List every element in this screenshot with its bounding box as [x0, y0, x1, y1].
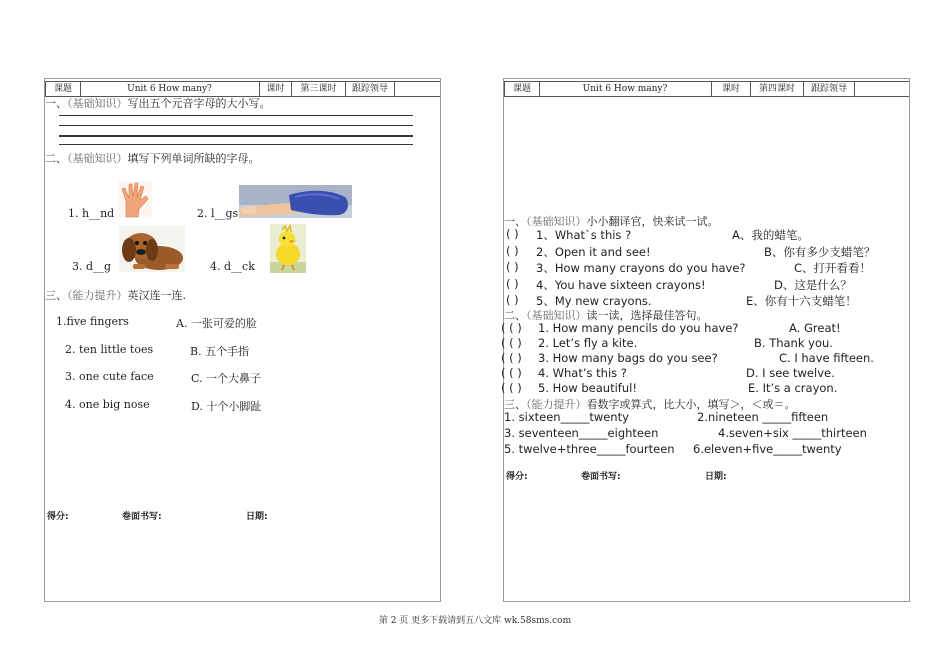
answer-paren[interactable]: ( ( ) [501, 381, 522, 395]
date-label: 日期: [246, 512, 268, 522]
score-label: 得分: [47, 512, 69, 522]
writing-label: 卷面书写: [122, 512, 162, 522]
answer-left: 4. What’s this ? [538, 366, 627, 380]
translation-row [504, 293, 909, 307]
translation-left: 2、Open it and see! [536, 244, 651, 259]
answer-row [501, 336, 909, 350]
translation-paren[interactable]: ( ) [506, 243, 519, 258]
match-en-3: 3. one cute face [65, 370, 154, 383]
answer-paren[interactable]: ( ( ) [501, 336, 522, 350]
translation-left: 3、How many crayons do you have? [536, 261, 746, 275]
translation-paren[interactable]: ( ) [506, 293, 519, 307]
match-zh-b: B. 五个手指 [190, 345, 250, 358]
period-value: 第三课时 [292, 82, 346, 96]
score-label: 得分: [506, 472, 528, 482]
word-dog: 3. d__g [72, 260, 112, 273]
answer-right: B. Thank you. [754, 336, 833, 350]
answer-row [501, 366, 909, 380]
translation-right: B、你有多少支蜡笔？ [764, 244, 876, 259]
compare-row [504, 442, 909, 456]
lesson-title: Unit 6 How many? [539, 82, 712, 96]
answer-right: A. Great! [789, 321, 841, 335]
period-label: 课时 [712, 82, 751, 96]
answer-paren[interactable]: ( ( ) [501, 351, 522, 365]
lesson-header [504, 81, 909, 97]
translation-left: 1、What`s this ? [536, 228, 632, 242]
period-value: 第四课时 [751, 82, 804, 96]
writing-line [59, 144, 413, 145]
translation-right: C、打开看看！ [794, 261, 872, 275]
translation-row [504, 227, 909, 241]
translation-right: E、你有十六支蜡笔！ [746, 294, 857, 308]
answer-right: C. I have fifteen. [779, 351, 874, 365]
match-zh-a: A. 一张可爱的脸 [176, 317, 257, 330]
answer-left: 2. Let’s fly a kite. [538, 336, 638, 350]
translation-left: 4、You have sixteen crayons! [536, 277, 706, 292]
hand-image [118, 181, 152, 218]
lesson-title: Unit 6 How many? [80, 82, 260, 96]
translation-row [504, 244, 909, 258]
match-zh-d: D. 十个小脚趾 [191, 400, 262, 413]
translation-paren[interactable]: ( ) [506, 227, 519, 241]
dog-image [119, 226, 185, 272]
compare-right: 4.seven+six _____thirteen [718, 426, 867, 440]
title-label: 课题 [45, 82, 81, 96]
answer-left: 5. How beautiful! [538, 381, 637, 395]
title-label: 课题 [504, 82, 540, 96]
translation-right: A、我的蜡笔。 [732, 228, 809, 242]
page-footer: 第 2 页 更多下载请到五八文库 wk.58sms.com [378, 616, 572, 626]
word-duck: 4. d__ck [210, 260, 255, 273]
compare-row [504, 426, 909, 440]
answer-right: E. It’s a crayon. [748, 381, 838, 395]
writing-line [59, 115, 413, 116]
translation-left: 5、My new crayons. [536, 294, 652, 308]
answer-row [501, 351, 909, 365]
writing-label: 卷面书写: [581, 472, 621, 482]
answer-left: 1. How many pencils do you have? [538, 321, 739, 335]
guide-label: 跟踪领导 [346, 82, 395, 96]
translation-row [504, 277, 909, 291]
section-2-heading: 二、（基础知识）填写下列单词所缺的字母。 [45, 152, 260, 165]
section-1-heading: 一、（基础知识）小小翻译官，快来试一试。 [504, 215, 719, 228]
compare-row [504, 410, 909, 424]
compare-right: 6.eleven+five_____twenty [693, 442, 842, 456]
translation-right: D、这是什么？ [774, 277, 852, 292]
answer-row [501, 321, 909, 335]
compare-right: 2.nineteen _____fifteen [697, 410, 829, 424]
guide-label: 跟踪领导 [804, 82, 855, 96]
section-2-heading: 二、（基础知识）读一读，选择最佳答句。 [504, 309, 708, 322]
section-3-heading: 三、（能力提升）英汉连一连. [45, 289, 186, 302]
section-3-heading: 三、（能力提升）看数字或算式，比大小，填写＞，＜或＝。 [504, 398, 796, 411]
translation-paren[interactable]: ( ) [506, 276, 519, 291]
answer-paren[interactable]: ( ( ) [501, 366, 522, 380]
left-worksheet [44, 78, 441, 602]
answer-row [501, 381, 909, 395]
section-1-heading: 一、（基础知识）写出五个元音字母的大小写。 [45, 97, 271, 110]
translation-paren[interactable]: ( ) [506, 260, 519, 274]
match-en-4: 4. one big nose [65, 398, 150, 411]
writing-line [59, 135, 413, 137]
legs-image [239, 185, 352, 218]
answer-left: 3. How many bags do you see? [538, 351, 718, 365]
compare-left: 3. seventeen_____eighteen [504, 426, 659, 440]
date-label: 日期: [705, 472, 727, 482]
word-hand: 1. h__nd [68, 207, 115, 220]
duck-image [270, 224, 306, 273]
compare-left: 5. twelve+three_____fourteen [504, 442, 675, 456]
writing-line [59, 125, 413, 126]
answer-paren[interactable]: ( ( ) [501, 321, 522, 335]
answer-right: D. I see twelve. [746, 366, 835, 380]
match-en-1: 1.five fingers [56, 315, 129, 328]
period-label: 课时 [260, 82, 292, 96]
match-zh-c: C. 一个大鼻子 [191, 372, 262, 385]
translation-row [504, 260, 909, 274]
match-en-2: 2. ten little toes [65, 343, 154, 356]
compare-left: 1. sixteen_____twenty [504, 410, 629, 424]
word-legs: 2. l__gs [197, 207, 239, 220]
right-worksheet [503, 78, 910, 602]
